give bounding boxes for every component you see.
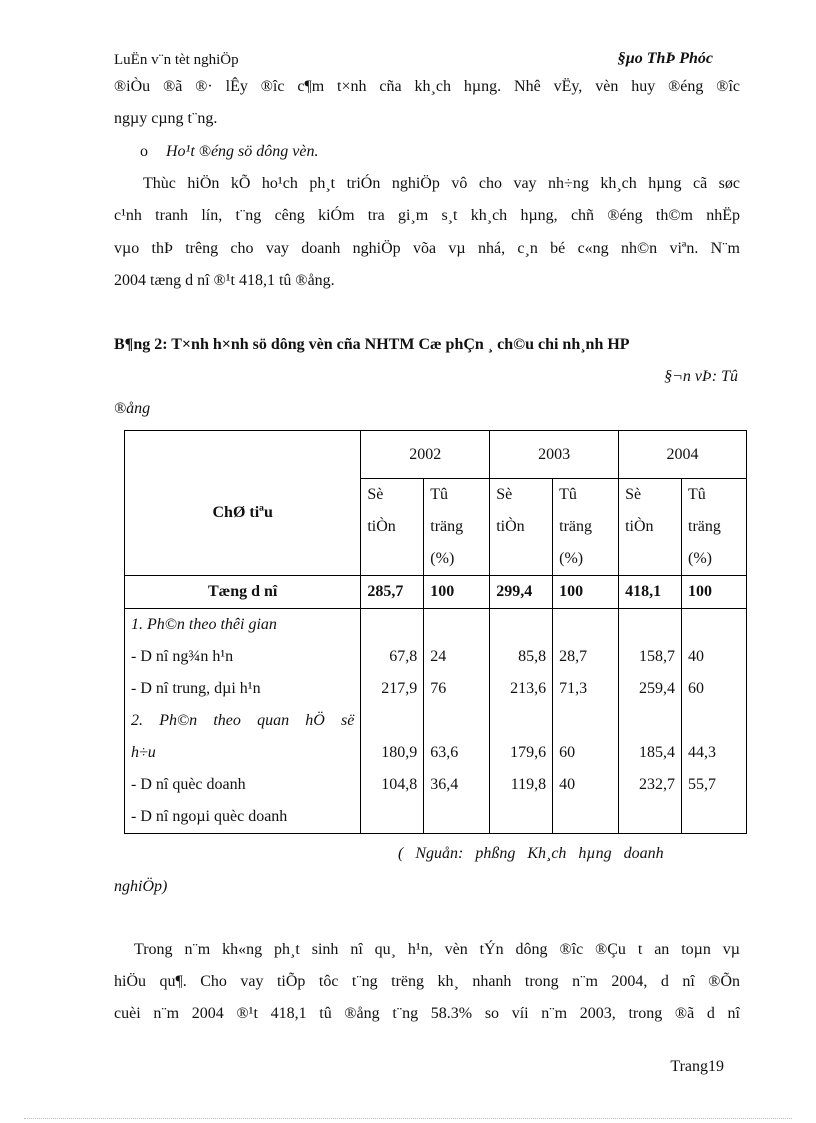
row-label: 1. Ph©n theo thêi gian [125, 609, 361, 642]
share-subheader-word: träng [559, 518, 593, 535]
share-subheader-word: (%) [430, 550, 455, 567]
amount-subheader-word: tiÒn [625, 518, 654, 535]
share-cell: 40 [553, 769, 619, 801]
share-subheader-word: träng [430, 518, 464, 535]
capital-usage-table [124, 430, 747, 834]
share-cell [553, 801, 619, 834]
share-cell: 24 [424, 641, 490, 673]
amount-cell: 158,7 [619, 641, 682, 673]
share-subheader-word: (%) [688, 550, 712, 567]
total-value: 100 [553, 576, 619, 609]
amount-cell: 85,8 [490, 641, 553, 673]
table-year-row [125, 431, 747, 479]
share-cell: 28,7 [553, 641, 619, 673]
bullet-heading: Ho¹t ®éng sö dông vèn. [166, 143, 319, 160]
amount-cell: 232,7 [619, 769, 682, 801]
amount-cell: 179,6 [490, 737, 553, 769]
amount-subheader-word: Sè [496, 486, 513, 503]
bullet-marker: o [140, 143, 148, 160]
amount-cell: 213,6 [490, 673, 553, 705]
amount-subheader-word: Sè [367, 486, 384, 503]
amount-cell: 104,8 [361, 769, 424, 801]
row-label: h÷u [125, 737, 361, 769]
share-cell: 60 [682, 673, 747, 705]
table-detail-body [125, 609, 747, 834]
page-number: Trang19 [670, 1058, 724, 1075]
share-subheader [553, 479, 619, 576]
share-cell: 76 [424, 673, 490, 705]
amount-cell: 217,9 [361, 673, 424, 705]
amount-cell: 185,4 [619, 737, 682, 769]
table-row [125, 641, 747, 673]
share-cell: 44,3 [682, 737, 747, 769]
amount-cell: 259,4 [619, 673, 682, 705]
table-row [125, 705, 747, 737]
total-value: 299,4 [490, 576, 553, 609]
amount-subheader-word: tiÒn [367, 518, 396, 535]
share-cell: 63,6 [424, 737, 490, 769]
amount-subheader-word: tiÒn [496, 518, 525, 535]
row-label: - D nî ngoµi quèc doanh [125, 801, 361, 834]
year-header: 2004 [619, 431, 747, 479]
share-cell: 60 [553, 737, 619, 769]
total-value: 100 [682, 576, 747, 609]
share-cell [553, 609, 619, 642]
total-label: Tæng d nî [125, 576, 361, 609]
share-cell: 40 [682, 641, 747, 673]
paragraph-2-line-3: vµo thÞ trêng cho vay doanh nghiÖp võa vµ nhá, c¸n bé c«ng nh©n viªn. N¨m [114, 240, 740, 257]
total-value: 418,1 [619, 576, 682, 609]
paragraph-3-line-2: hiÖu qu¶. Cho vay tiÕp tôc t¨ng trëng kh¸ nhanh trong n¨m 2004, d nî ®Õn [114, 973, 740, 990]
table-row [125, 673, 747, 705]
amount-cell [361, 801, 424, 834]
row-label: - D nî quèc doanh [125, 769, 361, 801]
table-row [125, 801, 747, 834]
amount-cell [619, 609, 682, 642]
share-subheader-word: (%) [559, 550, 584, 567]
row-label: 2. Ph©n theo quan hÖ së [125, 705, 361, 737]
unit-label: §¬n vÞ: Tû [664, 368, 738, 385]
amount-subheader [361, 479, 424, 576]
unit-label-cont: ®ång [114, 400, 151, 417]
page-bottom-divider [24, 1118, 792, 1119]
share-cell [424, 609, 490, 642]
amount-cell [490, 609, 553, 642]
source-note-cont: nghiÖp) [114, 878, 168, 895]
table-row [125, 769, 747, 801]
table-row [125, 737, 747, 769]
share-cell: 36,4 [424, 769, 490, 801]
amount-subheader [490, 479, 553, 576]
table-row [125, 609, 747, 642]
paragraph-1-line-2: ngµy cµng t¨ng. [114, 110, 218, 127]
total-value: 100 [424, 576, 490, 609]
amount-cell [619, 801, 682, 834]
share-subheader-word: träng [688, 518, 721, 535]
paragraph-1-line-1: ®iÒu ®ã ®· lÊy ®îc c¶m t×nh cña kh¸ch hµng. Nhê vËy, vèn huy ®éng ®îc [114, 78, 740, 95]
row-label: - D nî ng¾n h¹n [125, 641, 361, 673]
indicator-header: ChØ tiªu [125, 431, 361, 576]
share-subheader [424, 479, 490, 576]
share-subheader-word: Tû [688, 486, 706, 503]
amount-cell [490, 705, 553, 737]
amount-subheader-word: Sè [625, 486, 642, 503]
paragraph-2-line-4: 2004 tæng d nî ®¹t 418,1 tû ®ång. [114, 272, 335, 289]
amount-cell: 119,8 [490, 769, 553, 801]
share-subheader [682, 479, 747, 576]
table-total-row [125, 576, 747, 609]
share-subheader-word: Tû [559, 486, 577, 503]
amount-cell [361, 609, 424, 642]
source-note: ( Nguån: phßng Kh¸ch hµng doanh [398, 845, 664, 862]
share-subheader-word: Tû [430, 486, 449, 503]
amount-cell [361, 705, 424, 737]
share-cell [682, 801, 747, 834]
share-cell [424, 705, 490, 737]
amount-cell [619, 705, 682, 737]
total-value: 285,7 [361, 576, 424, 609]
share-cell [553, 705, 619, 737]
header-author: §µo ThÞ Phóc [617, 50, 713, 67]
year-header: 2002 [361, 431, 490, 479]
amount-cell: 67,8 [361, 641, 424, 673]
share-cell [682, 609, 747, 642]
share-cell [424, 801, 490, 834]
paragraph-3-line-3: cuèi n¨m 2004 ®¹t 418,1 tû ®ång t¨ng 58.3% so víi n¨m 2003, trong ®ã d nî [114, 1005, 740, 1022]
share-cell: 55,7 [682, 769, 747, 801]
table-title: B¶ng 2: T×nh h×nh sö dông vèn cña NHTM Cæ phÇn ¸ ch©u chi nh¸nh HP [114, 336, 630, 353]
share-cell: 71,3 [553, 673, 619, 705]
amount-cell [490, 801, 553, 834]
share-cell [682, 705, 747, 737]
row-label: - D nî trung, dµi h¹n [125, 673, 361, 705]
paragraph-3-line-1: Trong n¨m kh«ng ph¸t sinh nî qu¸ h¹n, vèn tÝn dông ®îc ®Çu t an toµn vµ [134, 941, 740, 958]
year-header: 2003 [490, 431, 619, 479]
amount-subheader [619, 479, 682, 576]
paragraph-2-line-1: Thùc hiÖn kÕ ho¹ch ph¸t triÓn nghiÖp vô cho vay nh÷ng kh¸ch hµng cã søc [143, 175, 740, 192]
header-thesis-title: LuËn v¨n tèt nghiÖp [114, 52, 239, 68]
paragraph-2-line-2: c¹nh tranh lín, t¨ng cêng kiÓm tra gi¸m s¸t kh¸ch hµng, chñ ®éng th©m nhËp [114, 207, 740, 224]
amount-cell: 180,9 [361, 737, 424, 769]
